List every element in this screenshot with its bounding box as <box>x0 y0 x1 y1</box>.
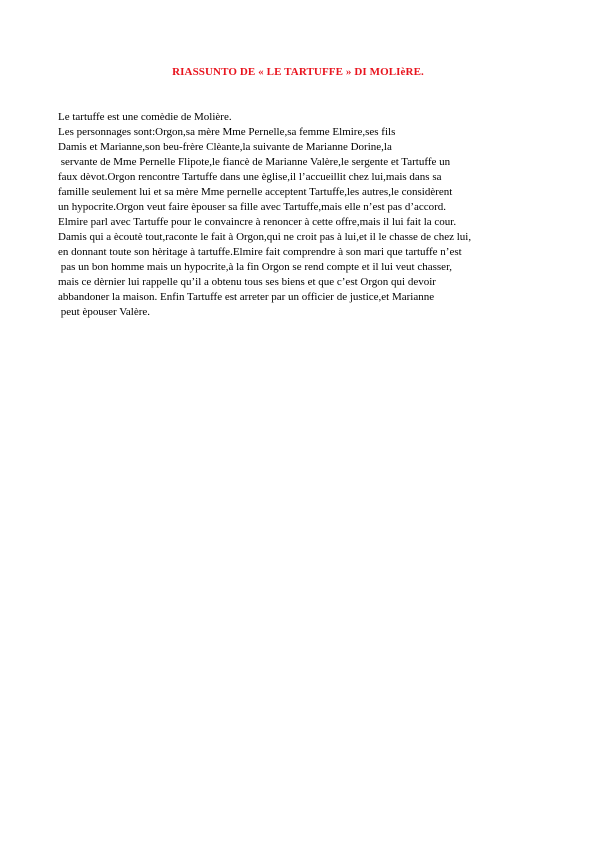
body-line: servante de Mme Pernelle Flipote,le fiancè de Marianne Valère,le sergente et Tartuffe un <box>58 156 451 168</box>
body-line: en donnant toute son hèritage à tartuffe.Elmire fait comprendre à son mari que tartuffe n’est <box>58 246 462 258</box>
body-line: un hypocrite.Orgon veut faire èpouser sa fille avec Tartuffe,mais elle n’est pas d’accord. <box>58 201 447 213</box>
document-title: RIASSUNTO DE « LE TARTUFFE » DI MOLIèRE. <box>172 66 424 78</box>
body-line: peut èpouser Valère. <box>58 306 151 318</box>
body-line: Elmire parl avec Tartuffe pour le convaincre à renoncer à cette offre,mais il lui fait la cour. <box>58 216 457 228</box>
body-line: famille seulement lui et sa mère Mme pernelle acceptent Tartuffe,les autres,le considèrent <box>58 186 453 198</box>
document-body <box>58 110 538 320</box>
body-line: pas un bon homme mais un hypocrite,à la fin Orgon se rend compte et il lui veut chasser, <box>58 261 453 273</box>
body-line: Damis qui a ècoutè tout,raconte le fait à Orgon,qui ne croit pas à lui,et il le chasse de chez lui, <box>58 231 472 243</box>
body-line: Damis et Marianne,son beu-frère Clèante,la suivante de Marianne Dorine,la <box>58 141 392 153</box>
body-line: abbandoner la maison. Enfin Tartuffe est arreter par un officier de justice,et Marianne <box>58 291 435 303</box>
body-line: Les personnages sont:Orgon,sa mère Mme Pernelle,sa femme Elmire,ses fils <box>58 126 396 138</box>
body-line: Le tartuffe est une comèdie de Molière. <box>58 111 232 123</box>
body-line: mais ce dèrnier lui rappelle qu’il a obtenu tous ses biens et que c’est Orgon qui devoir <box>58 276 436 288</box>
body-line: faux dèvot.Orgon rencontre Tartuffe dans une èglise,il l’accueillit chez lui,mais dans sa <box>58 171 442 183</box>
